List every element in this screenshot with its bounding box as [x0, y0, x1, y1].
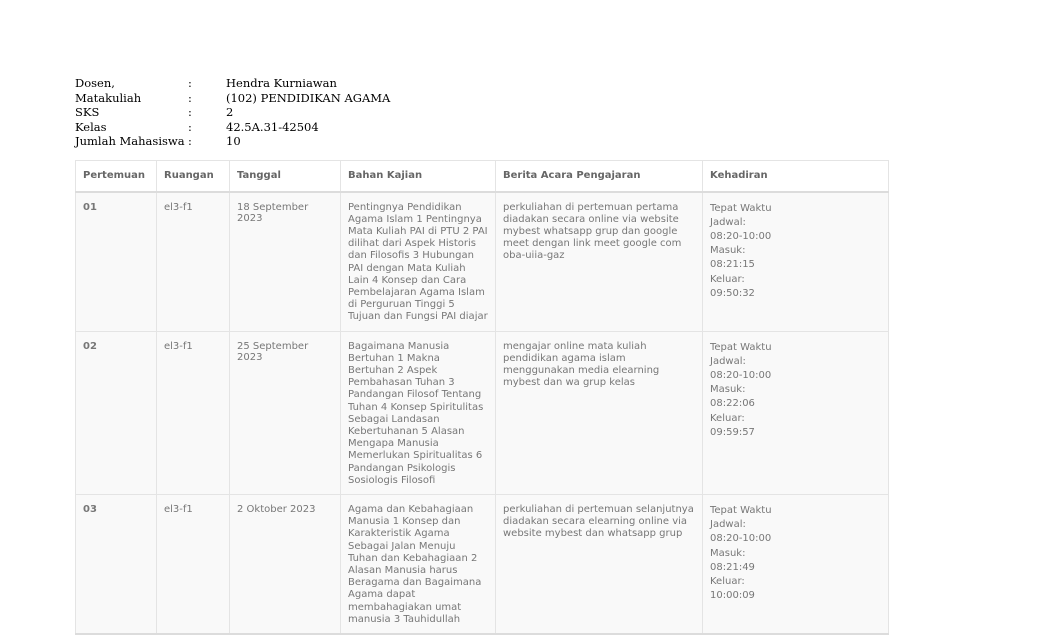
attendance-out: 09:59:57 — [710, 426, 755, 438]
attendance-schedule: 08:20-10:00 — [710, 369, 772, 381]
header-date: Tanggal — [230, 161, 341, 192]
cell-topic: Agama dan Kebahagiaan Manusia 1 Konsep dan Karakteristik Agama Sebagai Jalan Menuju Tuhan dan Kebahagiaan 2 Alasan Manusia harus Beragama dan Bagaimana Agama dapat membahagiakan umat manusia 3 Tauhidullah — [341, 494, 496, 634]
info-label: Dosen, — [75, 76, 115, 90]
cell-attendance — [703, 494, 889, 634]
info-row-students — [75, 134, 390, 149]
attendance-in-label: Masuk: — [710, 384, 746, 396]
header-report: Berita Acara Pengajaran — [496, 161, 703, 192]
info-label: Matakuliah — [75, 90, 142, 105]
header-attendance: Kehadiran — [703, 161, 889, 192]
cell-meeting: 03 — [76, 494, 157, 634]
info-colon: : — [188, 134, 192, 149]
header-topic: Bahan Kajian — [341, 161, 496, 192]
info-value: (102) PENDIDIKAN AGAMA — [226, 90, 391, 105]
info-colon: : — [188, 90, 192, 105]
teaching-record-table — [75, 160, 889, 635]
info-value: 2 — [226, 105, 234, 120]
table-row — [76, 494, 889, 634]
info-value: 42.5A.31-42504 — [226, 119, 319, 134]
attendance-out-label: Keluar: — [710, 412, 745, 424]
info-row-lecturer — [75, 76, 390, 91]
attendance-in: 08:22:06 — [710, 398, 755, 410]
cell-meeting: 02 — [76, 331, 157, 494]
info-row-class — [75, 120, 390, 135]
cell-date: 18 September 2023 — [230, 192, 341, 332]
cell-topic: Pentingnya Pendidikan Agama Islam 1 Pentingnya Mata Kuliah PAI di PTU 2 PAI dilihat dari Aspek Historis dan Filosofis 3 Hubungan PAI dengan Mata Kuliah Lain 4 Konsep dan Cara Pembelajaran Agama Islam di Perguruan Tinggi 5 Tujuan dan Fungsi PAI diajar — [341, 192, 496, 332]
attendance-schedule-label: Jadwal: — [710, 355, 746, 367]
cell-report: perkuliahan di pertemuan pertama diadakan secara online via website mybest whatsapp grup dan google meet dengan link meet google com oba-uiia-gaz — [496, 192, 703, 332]
cell-report: perkuliahan di pertemuan selanjutnya diadakan secara elearning online via website mybest dan whatsapp grup — [496, 494, 703, 634]
cell-report: mengajar online mata kuliah pendidikan agama islam menggunakan media elearning mybest dan wa grup kelas — [496, 331, 703, 494]
info-value: 10 — [226, 134, 241, 149]
attendance-in: 08:21:49 — [710, 561, 755, 573]
cell-room: el3-f1 — [157, 494, 230, 634]
cell-meeting: 01 — [76, 192, 157, 332]
cell-topic: Bagaimana Manusia Bertuhan 1 Makna Bertuhan 2 Aspek Pembahasan Tuhan 3 Pandangan Filosof Tentang Tuhan 4 Konsep Spiritulitas Sebagai Landasan Kebertuhanan 5 Alasan Mengapa Manusia Memerlukan Spiritualitas 6 Pandangan Psikologis Sosiologis Filosofi — [341, 331, 496, 494]
attendance-out: 09:50:32 — [710, 287, 755, 299]
attendance-out-label: Keluar: — [710, 273, 745, 285]
info-colon: : — [188, 105, 192, 120]
attendance-in-label: Masuk: — [710, 245, 746, 257]
info-label: Jumlah Mahasiswa — [75, 134, 185, 149]
attendance-in-label: Masuk: — [710, 547, 746, 559]
cell-attendance — [703, 331, 889, 494]
table-row — [76, 331, 889, 494]
attendance-schedule-label: Jadwal: — [710, 216, 746, 228]
info-label: SKS — [75, 105, 100, 120]
header-meeting: Pertemuan — [76, 161, 157, 192]
attendance-out-label: Keluar: — [710, 575, 745, 587]
cell-room: el3-f1 — [157, 192, 230, 332]
cell-date: 2 Oktober 2023 — [230, 494, 341, 634]
cell-date: 25 September 2023 — [230, 331, 341, 494]
info-row-credits — [75, 105, 390, 120]
attendance-status: Tepat Waktu — [710, 504, 772, 516]
info-colon: : — [188, 119, 192, 134]
attendance-out: 10:00:09 — [710, 590, 755, 602]
table-row — [76, 192, 889, 332]
attendance-schedule: 08:20-10:00 — [710, 533, 772, 545]
attendance-status: Tepat Waktu — [710, 341, 772, 353]
cell-room: el3-f1 — [157, 331, 230, 494]
course-info — [75, 76, 390, 149]
attendance-schedule-label: Jadwal: — [710, 519, 746, 531]
header-room: Ruangan — [157, 161, 230, 192]
info-label: Kelas — [75, 119, 107, 134]
attendance-in: 08:21:15 — [710, 259, 755, 271]
info-row-course — [75, 91, 390, 106]
attendance-status: Tepat Waktu — [710, 202, 772, 214]
table-header-row — [76, 161, 889, 192]
info-value: Hendra Kurniawan — [226, 76, 337, 90]
cell-attendance — [703, 192, 889, 332]
attendance-schedule: 08:20-10:00 — [710, 230, 772, 242]
info-colon: : — [188, 76, 192, 90]
